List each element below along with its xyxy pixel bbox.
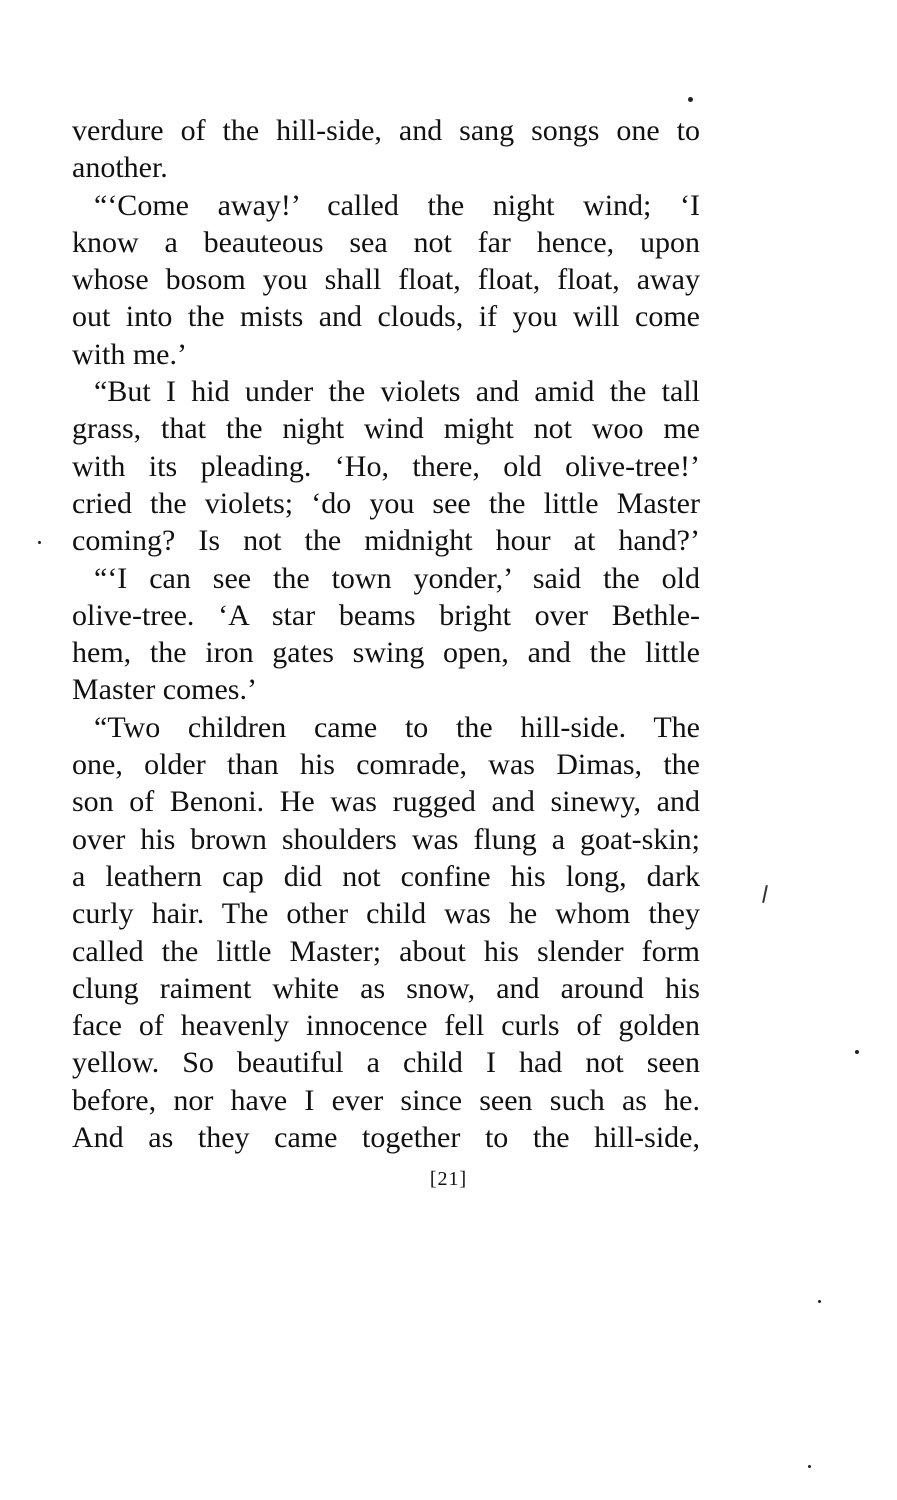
scan-mark (762, 885, 768, 903)
text-line: with me.’ (72, 337, 187, 371)
text-line: curly hair. The other child was he whom they (72, 897, 700, 931)
text-line: “‘Come away!’ called the night wind; ‘I (94, 188, 700, 222)
text-line: “Two children came to the hill-side. The (94, 710, 700, 744)
text-line: grass, that the night wind might not woo me (72, 412, 700, 446)
text-line: olive-tree. ‘A star beams bright over Bethle- (72, 598, 700, 632)
scan-speck (855, 1050, 859, 1054)
text-line: “‘I can see the town yonder,’ said the old (94, 561, 700, 595)
body-text (72, 112, 700, 1156)
text-line: over his brown shoulders was flung a goat-skin; (72, 822, 700, 856)
text-line: clung raiment white as snow, and around his (72, 971, 700, 1005)
text-line: with its pleading. ‘Ho, there, old olive-tree!’ (72, 449, 700, 483)
text-line: before, nor have I ever since seen such as he. (72, 1083, 700, 1117)
text-line: verdure of the hill-side, and sang songs one to (72, 114, 700, 147)
text-line: face of heavenly innocence fell curls of golden (72, 1009, 700, 1043)
scan-speck (688, 97, 693, 102)
scan-speck (818, 1300, 821, 1303)
text-line: yellow. So beautiful a child I had not seen (72, 1046, 700, 1080)
text-line: hem, the iron gates swing open, and the little (72, 636, 700, 670)
page-number: [21] (429, 1168, 468, 1190)
text-line: know a beauteous sea not far hence, upon (72, 225, 700, 259)
text-line: coming? Is not the midnight hour at hand?’ (72, 524, 700, 558)
text-line: Master comes.’ (72, 673, 257, 707)
text-line: “But I hid under the violets and amid the tall (94, 375, 700, 409)
text-line: And as they came together to the hill-side, (72, 1121, 700, 1155)
text-line: whose bosom you shall float, float, float, away (72, 263, 700, 297)
scan-speck (38, 541, 41, 544)
text-line: one, older than his comrade, was Dimas, the (72, 748, 700, 782)
text-line: a leathern cap did not confine his long, dark (72, 859, 700, 893)
text-line: another. (72, 151, 168, 185)
text-line: son of Benoni. He was rugged and sinewy, and (72, 785, 700, 819)
scan-speck (808, 1465, 811, 1468)
text-line: cried the violets; ‘do you see the little Master (72, 486, 700, 520)
text-line: out into the mists and clouds, if you will come (72, 300, 700, 334)
text-line: called the little Master; about his slender form (72, 934, 700, 968)
